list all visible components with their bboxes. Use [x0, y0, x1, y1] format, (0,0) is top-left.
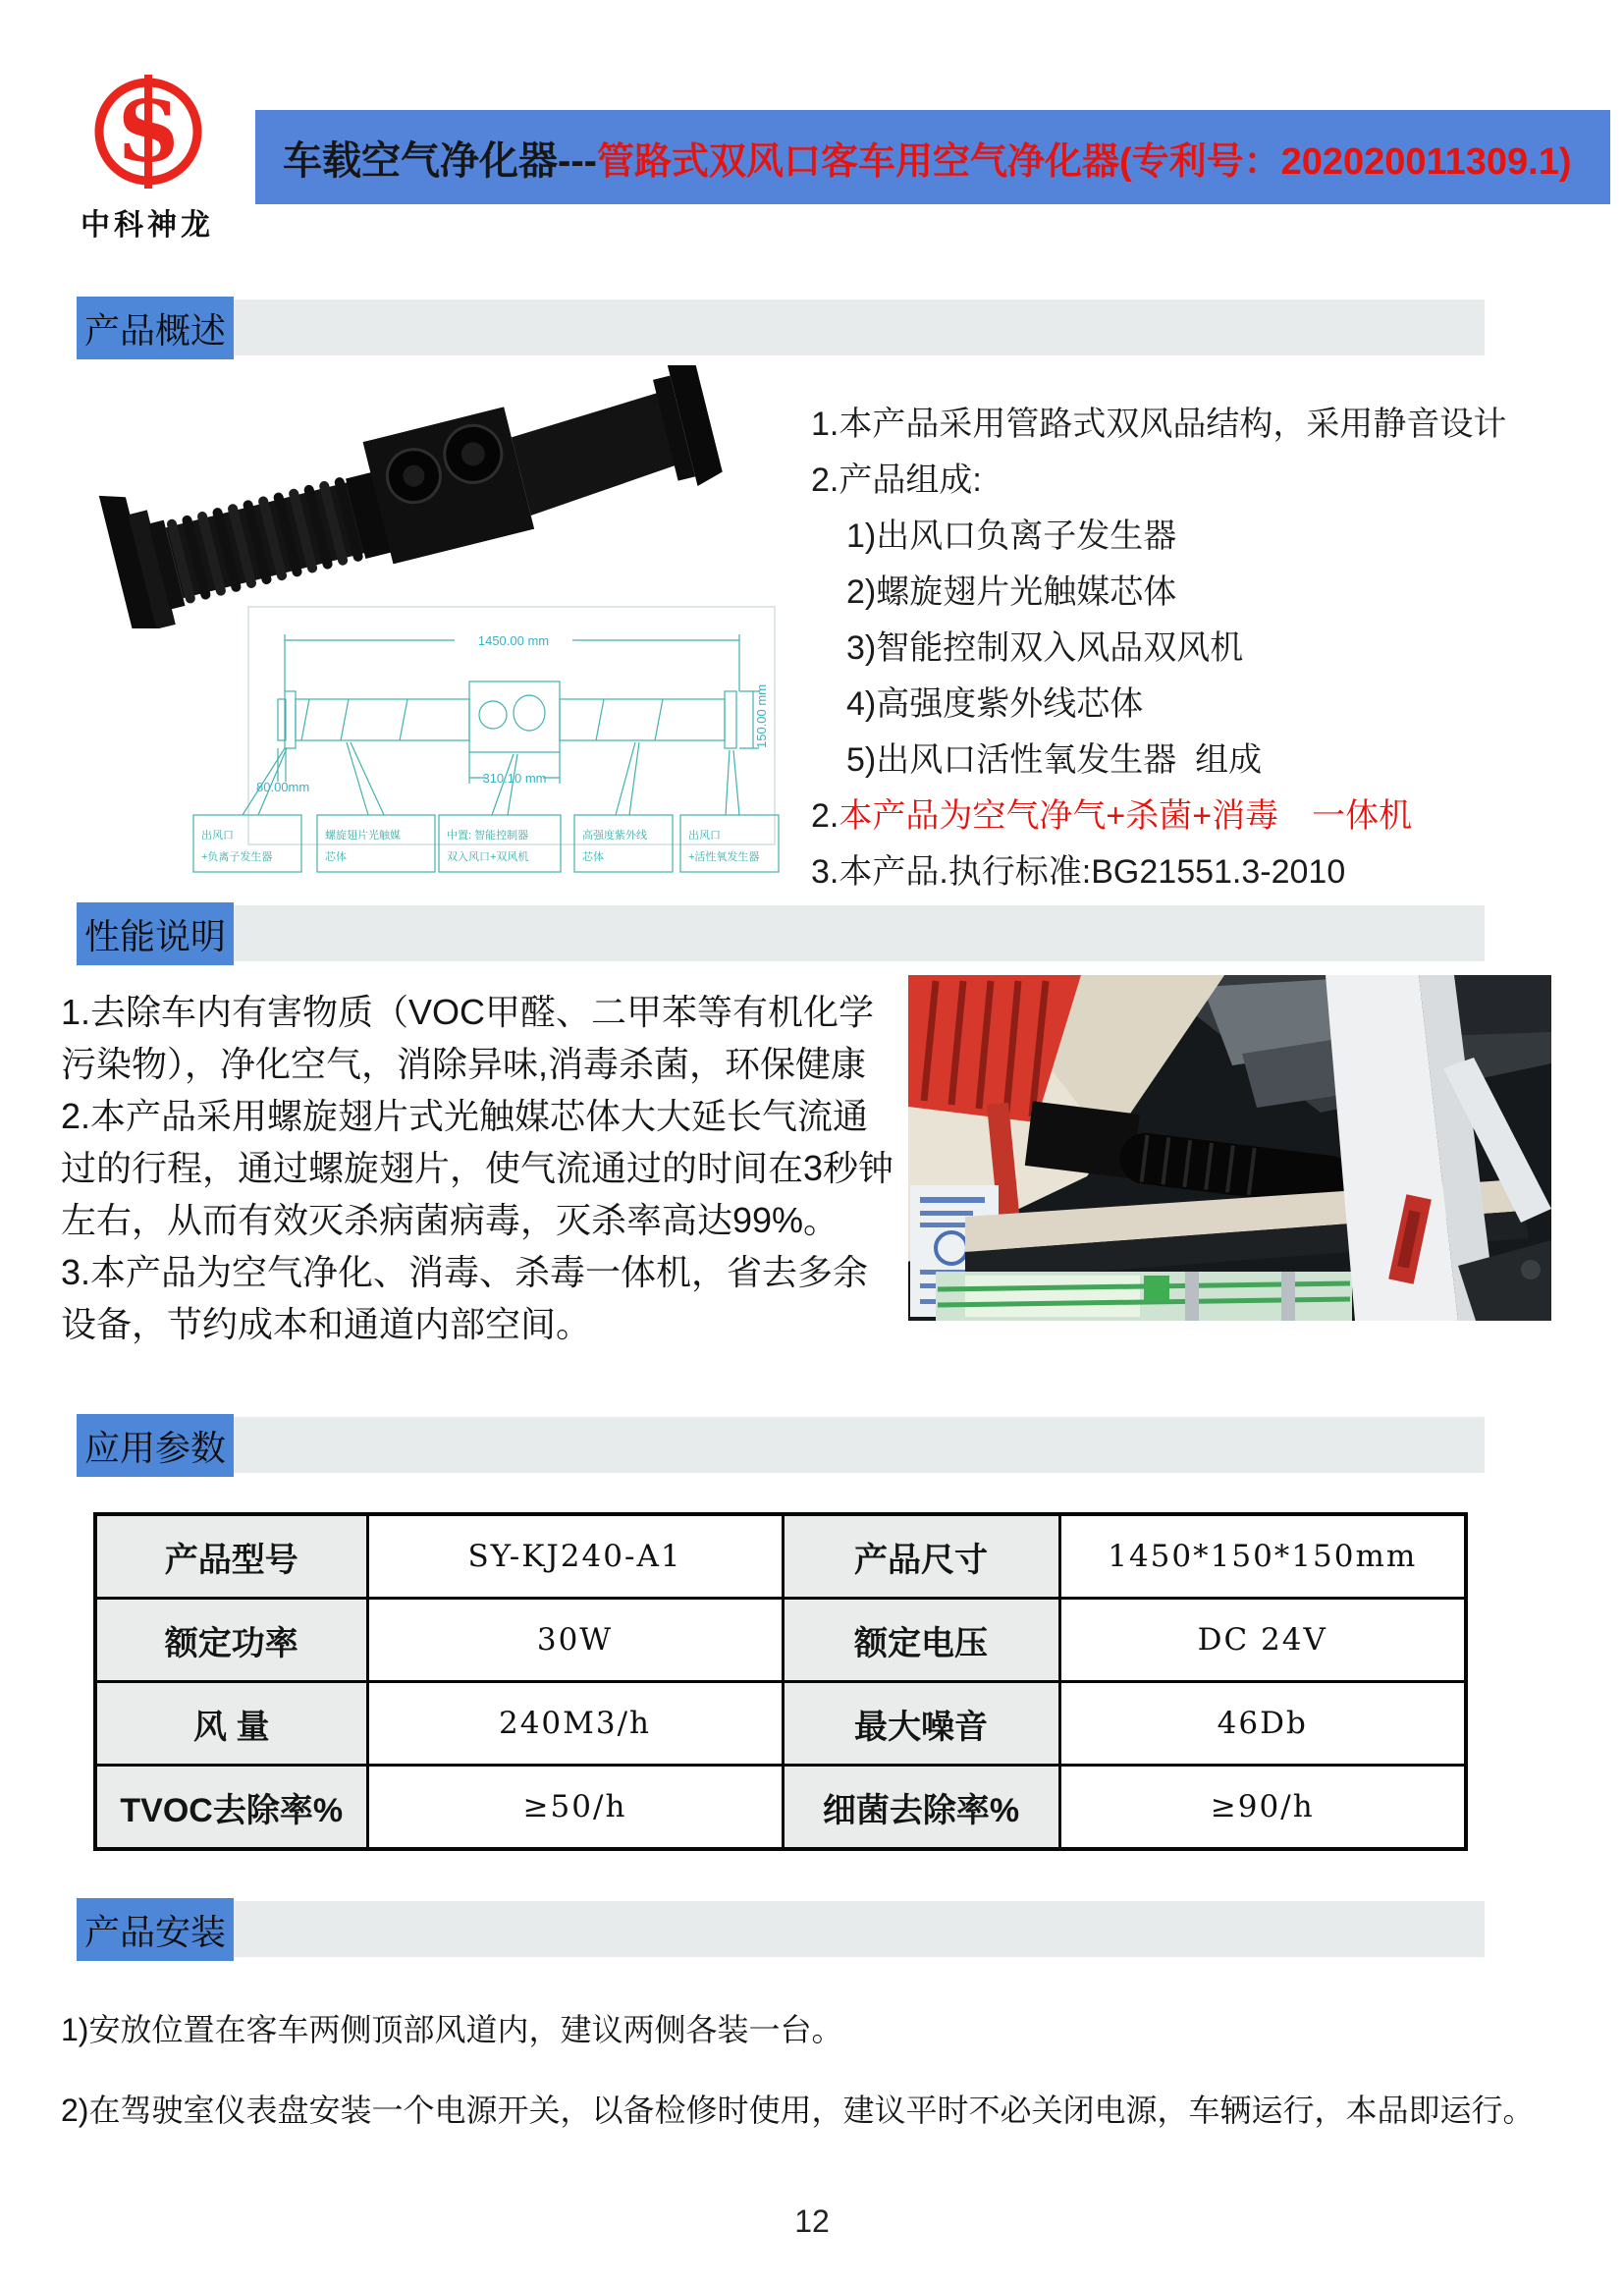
section-title-parameters: 应用参数	[77, 1414, 234, 1477]
param-label: 额定电压	[783, 1599, 1059, 1682]
list-item-highlight: 2.本产品为空气净气+杀菌+消毒 一体机	[811, 797, 1413, 835]
parameters-table	[93, 1512, 1468, 1851]
section-bar-installation	[93, 1901, 1485, 1957]
diagram-label: +活性氧发生器	[688, 851, 760, 863]
list-item: 5)出风口活性氧发生器 组成	[846, 741, 1263, 779]
company-name: 中科神龙	[81, 209, 214, 242]
list-item: 2)螺旋翅片光触媒芯体	[846, 573, 1177, 611]
diagram-label: 出风口	[201, 830, 234, 842]
section-title-performance: 性能说明	[77, 902, 234, 965]
param-value: 46Db	[1059, 1682, 1466, 1766]
svg-text:S: S	[117, 82, 180, 182]
diagram-label: 芯体	[325, 851, 347, 863]
paragraph: 2.本产品采用螺旋翅片式光触媒芯体大大延长气流通过的行程，通过螺旋翅片，使气流通过的时间在3秒钟左右，从而有效灭杀病菌病毒，灭杀率高达99%。	[61, 1096, 894, 1240]
param-label: 最大噪音	[783, 1682, 1059, 1766]
table-row	[95, 1514, 1466, 1599]
installation-step: 1)安放位置在客车两侧顶部风道内，建议两侧各装一台。	[61, 2012, 843, 2047]
overview-list	[811, 397, 1567, 900]
performance-text	[61, 986, 895, 1350]
dim-right: 150.00 mm	[754, 683, 769, 748]
list-item: 4)高强度紫外线芯体	[846, 685, 1144, 723]
diagram-label: 高强度紫外线	[582, 830, 647, 842]
dim-top: 1450.00 mm	[477, 633, 550, 648]
section-title-overview: 产品概述	[77, 297, 234, 359]
paragraph: 3.本产品为空气净化、消毒、杀毒一体机，省去多余设备，节约成本和通道内部空间。	[61, 1252, 869, 1344]
page-title-patent: 管路式双风口客车用空气净化器(专利号：202020011309.1)	[596, 140, 1572, 183]
list-item: 2.产品组成:	[811, 462, 982, 499]
diagram-label: 中置: 智能控制器	[447, 830, 529, 842]
list-item: 3)智能控制双入风品双风机	[846, 629, 1244, 667]
param-label: 细菌去除率%	[783, 1766, 1059, 1850]
diagram-label: +负离子发生器	[201, 851, 273, 863]
page-title-bar	[255, 110, 1610, 204]
param-label: 风 量	[95, 1682, 367, 1766]
diagram-label: 出风口	[688, 830, 721, 842]
table-row	[95, 1682, 1466, 1766]
section-title-installation: 产品安装	[77, 1898, 234, 1961]
dim-center: 310.10 mm	[482, 771, 547, 786]
paragraph: 1.去除车内有害物质（VOC甲醛、二甲苯等有机化学污染物），净化空气，消除异味,消毒杀菌，环保健康	[61, 992, 875, 1084]
param-value: ≥50/h	[367, 1766, 783, 1850]
list-item: 1.本产品采用管路式双风品结构，采用静音设计	[811, 406, 1507, 443]
param-label: 产品尺寸	[783, 1514, 1059, 1599]
list-item: 3.本产品.执行标准:BG21551.3-2010	[811, 853, 1346, 891]
company-logo-icon	[90, 67, 206, 196]
diagram-label: 芯体	[582, 851, 604, 863]
list-item: 1)出风口负离子发生器	[846, 517, 1177, 555]
section-bar-performance	[93, 905, 1485, 961]
param-label: 产品型号	[95, 1514, 367, 1599]
product-photo	[83, 365, 771, 628]
param-value: ≥90/h	[1059, 1766, 1466, 1850]
param-value: 240M3/h	[367, 1682, 783, 1766]
param-value: 1450*150*150mm	[1059, 1514, 1466, 1599]
installation-photo	[908, 975, 1551, 1321]
dim-left: 80.00mm	[256, 780, 310, 794]
page-title: 车载空气净化器---	[283, 138, 597, 183]
diagram-label: 螺旋翅片光触媒	[325, 830, 401, 842]
param-label: 额定功率	[95, 1599, 367, 1682]
section-bar-overview	[93, 299, 1485, 355]
technical-drawing	[191, 605, 781, 892]
section-bar-parameters	[93, 1417, 1485, 1473]
diagram-label: 双入风口+双风机	[447, 851, 529, 863]
table-row	[95, 1766, 1466, 1850]
page-number: 12	[794, 2203, 830, 2239]
installation-step: 2)在驾驶室仪表盘安装一个电源开关，以备检修时使用，建议平时不必关闭电源，车辆运行，本品即运行。	[61, 2093, 1535, 2128]
param-value: 30W	[367, 1599, 783, 1682]
table-row	[95, 1599, 1466, 1682]
param-value: DC 24V	[1059, 1599, 1466, 1682]
param-value: SY-KJ240-A1	[367, 1514, 783, 1599]
param-label: TVOC去除率%	[95, 1766, 367, 1850]
